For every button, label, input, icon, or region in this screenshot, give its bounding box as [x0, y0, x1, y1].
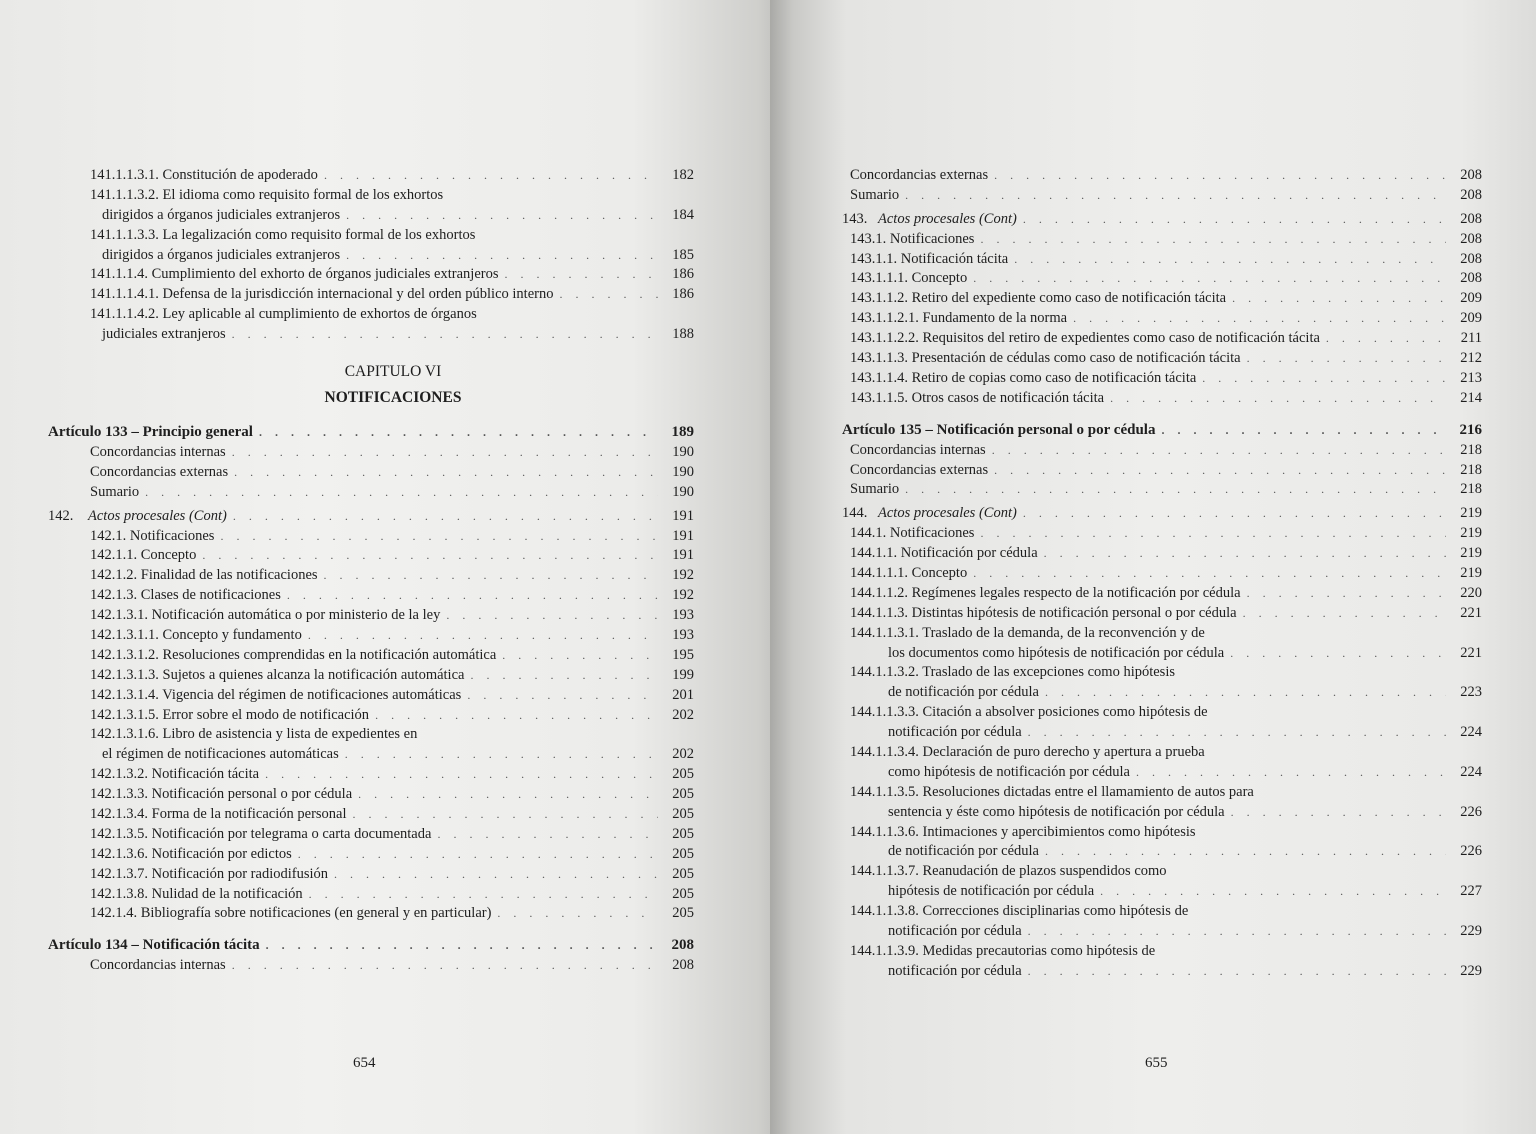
toc-entry: 142.1.3.1.2. Resoluciones comprendidas en la notificación automática . . . 195	[48, 646, 694, 666]
toc-entry: sentencia y éste como hipótesis de notificación por cédula . . . 226	[842, 803, 1482, 823]
toc-entry: 144.1.1.3.8. Correcciones disciplinarias como hipótesis de	[850, 903, 1189, 920]
toc-entry: 143.1.1.5. Otros casos de notificación tácita . . . 214	[842, 389, 1482, 409]
toc-entry: 144.1.1.3.7. Reanudación de plazos suspendidos como	[850, 863, 1167, 880]
toc-entry: 144.1.1.3.1. Traslado de la demanda, de la reconvención y de	[850, 624, 1205, 641]
toc-entry: 144.1.1.3.2. Traslado de las excepciones como hipótesis	[850, 664, 1175, 681]
toc-entry: 144.1.1.1. Concepto . . . 219	[842, 564, 1482, 584]
toc-entry: 143.1.1.3. Presentación de cédulas como caso de notificación tácita . . . 212	[842, 349, 1482, 369]
toc-entry: 142.1.3.8. Nulidad de la notificación . . . 205	[48, 885, 694, 905]
chapter-title: NOTIFICACIONES	[324, 389, 462, 407]
toc-entry: Sumario . . . 208	[842, 186, 1482, 206]
toc-entry: 141.1.1.4.2. Ley aplicable al cumplimiento de exhortos de órganos	[90, 306, 477, 323]
toc-entry: 141.1.1.3.1. Constitución de apoderado . . . 182	[48, 166, 694, 186]
toc-entry: 142.1.1. Concepto . . . 191	[48, 546, 694, 566]
toc-entry: los documentos como hipótesis de notificación por cédula . . . 221	[842, 644, 1482, 664]
article-heading: Artículo 133 – Principio general . . . 189	[48, 421, 694, 443]
toc-entry: 142.1.3.1.5. Error sobre el modo de notificación . . . 202	[48, 706, 694, 726]
toc-entry: 142.1.3.6. Notificación por edictos . . . 205	[48, 845, 694, 865]
toc-entry: 142.1. Notificaciones . . . 191	[48, 527, 694, 547]
toc-entry: como hipótesis de notificación por cédula . . . 224	[842, 763, 1482, 783]
toc-entry: el régimen de notificaciones automáticas . . . 202	[48, 745, 694, 765]
toc-entry: 144.1. Notificaciones . . . 219	[842, 524, 1482, 544]
toc-entry: 143.1.1.4. Retiro de copias como caso de notificación tácita . . . 213	[842, 369, 1482, 389]
toc-entry: 142.1.3.1.6. Libro de asistencia y lista de expedientes en	[90, 726, 418, 743]
toc-entry: 142.1.3.1.3. Sujetos a quienes alcanza la notificación automática . . . 199	[48, 666, 694, 686]
toc-entry: 142.1.3.1. Notificación automática o por ministerio de la ley . . . 193	[48, 606, 694, 626]
toc-entry: 144.1.1. Notificación por cédula . . . 219	[842, 544, 1482, 564]
toc-entry: hipótesis de notificación por cédula . . . 227	[842, 882, 1482, 902]
toc-entry: 143.1.1.2. Retiro del expediente como caso de notificación tácita . . . 209	[842, 289, 1482, 309]
toc-entry: Sumario . . . 190	[48, 483, 694, 503]
article-heading: Artículo 135 – Notificación personal o por cédula . . . 216	[842, 419, 1482, 441]
toc-entry: 144.1.1.3.5. Resoluciones dictadas entre el llamamiento de autos para	[850, 783, 1254, 800]
toc-entry: notificación por cédula . . . 224	[842, 723, 1482, 743]
toc-entry: dirigidos a órganos judiciales extranjeros . . . 185	[48, 246, 694, 266]
chapter-label: CAPITULO VI	[344, 363, 442, 381]
section-heading: 142. Actos procesales (Cont) . . . 191	[48, 507, 694, 527]
toc-entry: 142.1.3. Clases de notificaciones . . . 192	[48, 586, 694, 606]
toc-entry: notificación por cédula . . . 229	[842, 922, 1482, 942]
toc-entry: Concordancias internas . . . 218	[842, 441, 1482, 461]
toc-entry: 142.1.3.2. Notificación tácita . . . 205	[48, 765, 694, 785]
right-page	[770, 0, 1536, 1134]
toc-entry: notificación por cédula . . . 229	[842, 962, 1482, 982]
article-heading: Artículo 134 – Notificación tácita . . . 208	[48, 934, 694, 956]
toc-entry: 143.1.1.1. Concepto . . . 208	[842, 269, 1482, 289]
toc-entry: 142.1.3.4. Forma de la notificación personal . . . 205	[48, 805, 694, 825]
right-toc	[842, 166, 1482, 982]
toc-entry: 144.1.1.3.9. Medidas precautorias como hipótesis de	[850, 942, 1156, 959]
toc-entry: 142.1.3.7. Notificación por radiodifusión . . . 205	[48, 865, 694, 885]
toc-entry: Sumario . . . 218	[842, 480, 1482, 500]
toc-entry: 142.1.3.1.4. Vigencia del régimen de notificaciones automáticas . . . 201	[48, 686, 694, 706]
toc-entry: judiciales extranjeros . . . 188	[48, 325, 694, 345]
toc-entry: 141.1.1.3.3. La legalización como requisito formal de los exhortos	[90, 226, 476, 243]
toc-entry: 143.1.1.2.1. Fundamento de la norma . . . 209	[842, 309, 1482, 329]
toc-entry: 143.1.1. Notificación tácita . . . 208	[842, 250, 1482, 270]
toc-entry: 142.1.2. Finalidad de las notificaciones . . . 192	[48, 566, 694, 586]
toc-entry: Concordancias externas . . . 190	[48, 463, 694, 483]
toc-entry: Concordancias internas . . . 190	[48, 443, 694, 463]
toc-entry: 143.1.1.2.2. Requisitos del retiro de expedientes como caso de notificación tácita . . . 211	[842, 329, 1482, 349]
toc-entry: 142.1.3.3. Notificación personal o por cédula . . . 205	[48, 785, 694, 805]
toc-entry: Concordancias internas . . . 208	[48, 956, 694, 976]
toc-entry: 141.1.1.4.1. Defensa de la jurisdicción internacional y del orden público interno . . . 186	[48, 285, 694, 305]
toc-entry: 143.1. Notificaciones . . . 208	[842, 230, 1482, 250]
toc-entry: Concordancias externas . . . 218	[842, 461, 1482, 481]
toc-entry: dirigidos a órganos judiciales extranjeros . . . 184	[48, 206, 694, 226]
page-number: 654	[353, 1055, 376, 1071]
toc-entry: de notificación por cédula . . . 223	[842, 683, 1482, 703]
page-number: 655	[1145, 1055, 1168, 1071]
section-heading: 144. Actos procesales (Cont) . . . 219	[842, 504, 1482, 524]
section-heading: 143. Actos procesales (Cont) . . . 208	[842, 210, 1482, 230]
toc-entry: de notificación por cédula . . . 226	[842, 843, 1482, 863]
toc-entry: 144.1.1.3.6. Intimaciones y apercibimientos como hipótesis	[850, 823, 1196, 840]
toc-entry: 144.1.1.3.4. Declaración de puro derecho y apertura a prueba	[850, 744, 1205, 761]
toc-entry: 144.1.1.3.3. Citación a absolver posiciones como hipótesis de	[850, 704, 1208, 721]
toc-entry: 142.1.4. Bibliografía sobre notificaciones (en general y en particular) . . . 205	[48, 905, 694, 925]
toc-entry: 144.1.1.2. Regímenes legales respecto de la notificación por cédula . . . 220	[842, 584, 1482, 604]
toc-entry: 142.1.3.5. Notificación por telegrama o carta documentada . . . 205	[48, 825, 694, 845]
toc-entry: Concordancias externas . . . 208	[842, 166, 1482, 186]
toc-entry: 141.1.1.4. Cumplimiento del exhorto de órganos judiciales extranjeros . . . 186	[48, 265, 694, 285]
toc-entry: 141.1.1.3.2. El idioma como requisito formal de los exhortos	[90, 186, 444, 203]
left-toc	[48, 166, 694, 976]
toc-entry: 142.1.3.1.1. Concepto y fundamento . . . 193	[48, 626, 694, 646]
toc-entry: 144.1.1.3. Distintas hipótesis de notificación personal o por cédula . . . 221	[842, 604, 1482, 624]
